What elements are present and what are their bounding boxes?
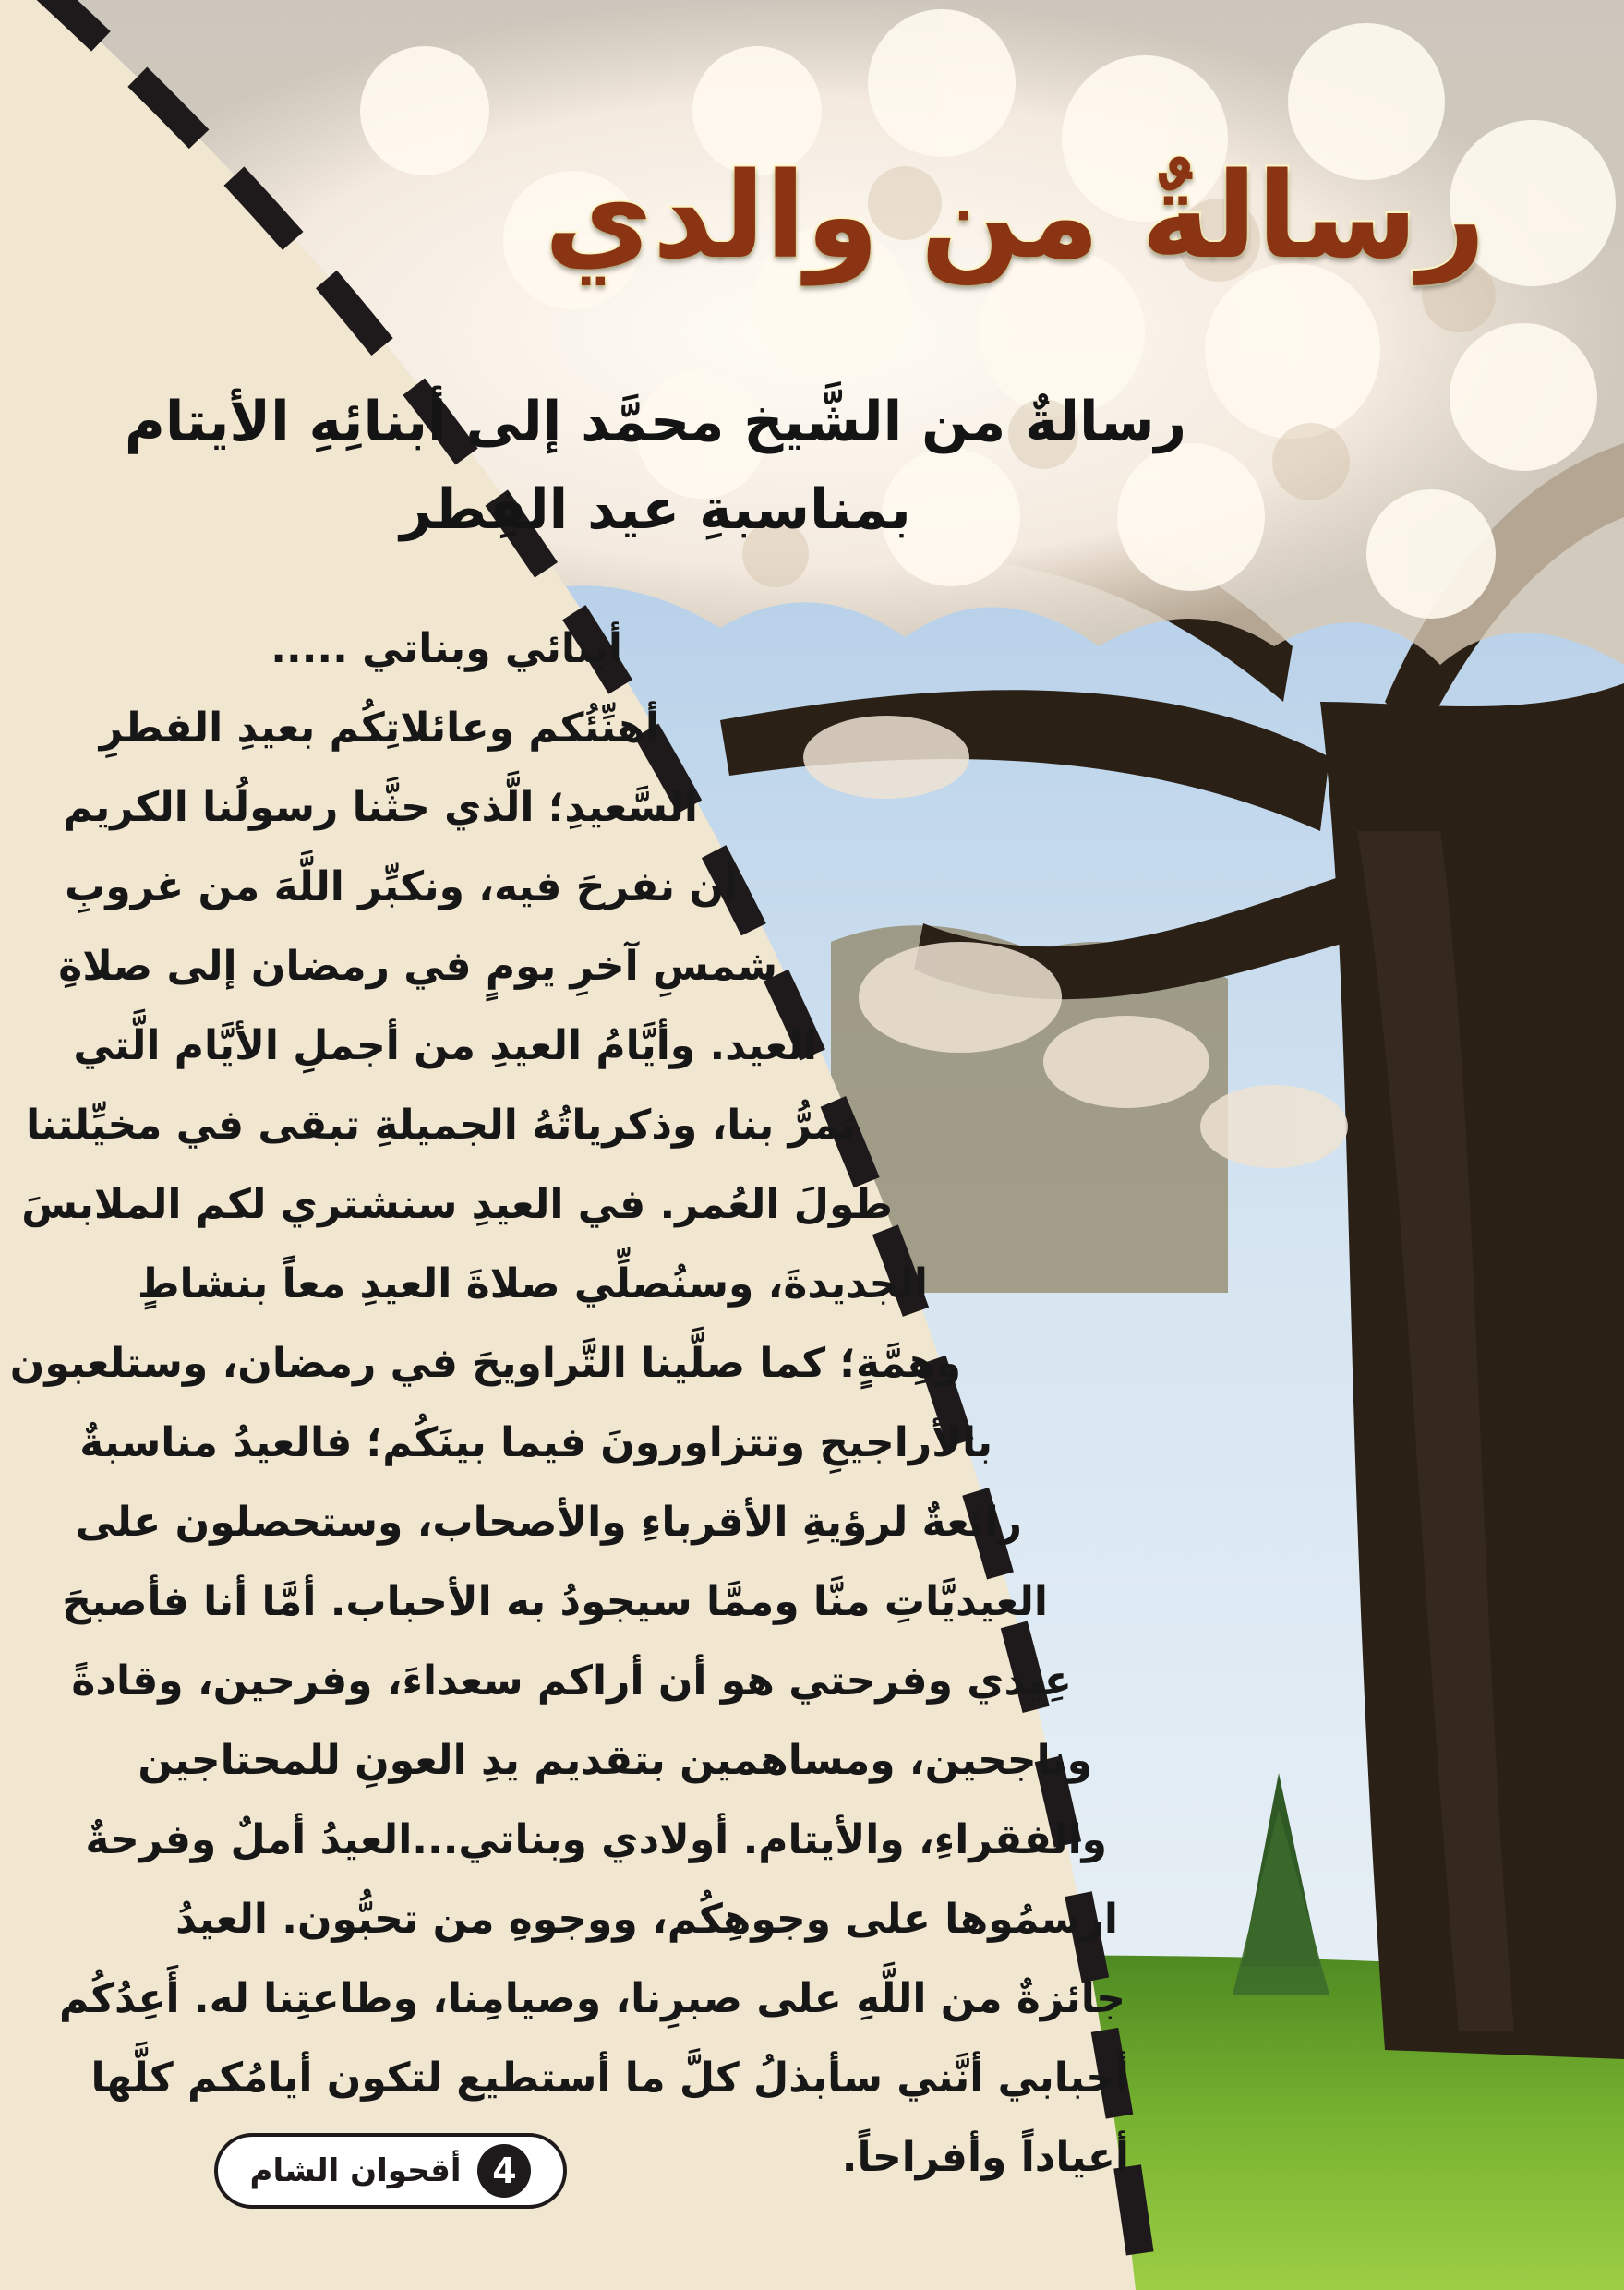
letter-line: طولَ العُمر. في العيدِ سنشتري لكم الملابسَ — [21, 1181, 893, 1228]
letter-line: وهِمَّةٍ؛ كما صلَّينا التَّراويحَ في رمضان، وستلعبون — [9, 1340, 961, 1387]
subtitle-line-1: رسالةٌ من الشَّيخ محمَّد إلى أبنائِهِ الأيتام — [124, 390, 1187, 454]
page-number: 4 — [477, 2144, 531, 2198]
letter-line: أهنِّئُكم وعائلاتِكُم بعيدِ الفطرِ — [99, 705, 659, 752]
subtitle-line-2: بمناسبةِ عيد الفِطر — [400, 477, 911, 542]
letter-line: أبنائي وبناتي ..... — [271, 625, 622, 672]
letter-line: السَّعيدِ؛ الَّذي حثَّنا رسولُنا الكريم — [63, 784, 698, 831]
letter-subtitle — [111, 379, 1200, 554]
letter-line: العيد. وأيَّامُ العيدِ من أجملِ الأيَّام الَّتي — [73, 1022, 817, 1069]
letter-line: بالأراجيحِ وتتزاورونَ فيما بينَكُم؛ فالعيدُ مناسبةٌ — [79, 1419, 992, 1466]
letter-line: تمرُّ بنا، وذكرياتُهُ الجميلةِ تبقى في مخيِّلتنا — [26, 1102, 856, 1149]
letter-line: أحبابي أنَّني سأبذلُ كلَّ ما أستطيع لتكون أيامُكم كلَّها — [90, 2055, 1129, 2102]
letter-line: العيديَّاتِ منَّا وممَّا سيجودُ به الأحباب. أمَّا أنا فأصبحَ — [62, 1578, 1048, 1625]
page-footer-badge — [214, 2133, 567, 2209]
letter-line: الجديدةَ، وسنُصلِّي صلاةَ العيدِ معاً بنشاطٍ — [137, 1260, 928, 1308]
letter-line: أن نفرحَ فيه، ونكبِّر اللَّهَ من غروبِ — [65, 863, 738, 910]
letter-line: وناجحين، ومساهمين بتقديم يدِ العونِ للمحتاجين — [138, 1737, 1092, 1784]
letter-line: رائعةٌ لرؤيةِ الأقرباءِ والأصحاب، وستحصلون على — [75, 1499, 1022, 1546]
letter-line: أعياداً وأفراحاً. — [841, 2134, 1129, 2181]
letter-line: والفقراءِ، والأيتام. أولادي وبناتي...العيدُ أملٌ وفرحةٌ — [85, 1816, 1107, 1863]
letter-line: عِيدي وفرحتي هو أن أراكم سعداءَ، وفرحين، وقادةً — [71, 1657, 1072, 1705]
page-title: رسالةٌ من والدي — [544, 148, 1486, 285]
letter-line: ارسمُوها على وجوهِكُم، ووجوهِ من تحبُّون. العيدُ — [175, 1896, 1118, 1943]
letter-line: شمسِ آخرِ يومٍ في رمضان إلى صلاةِ — [58, 943, 777, 990]
magazine-name: أقحوان الشام — [249, 2152, 462, 2189]
letter-line: جائزةٌ من اللَّهِ على صبرِنا، وصيامِنا، وطاعتِنا له. أَعِدُكُم — [58, 1975, 1125, 2022]
